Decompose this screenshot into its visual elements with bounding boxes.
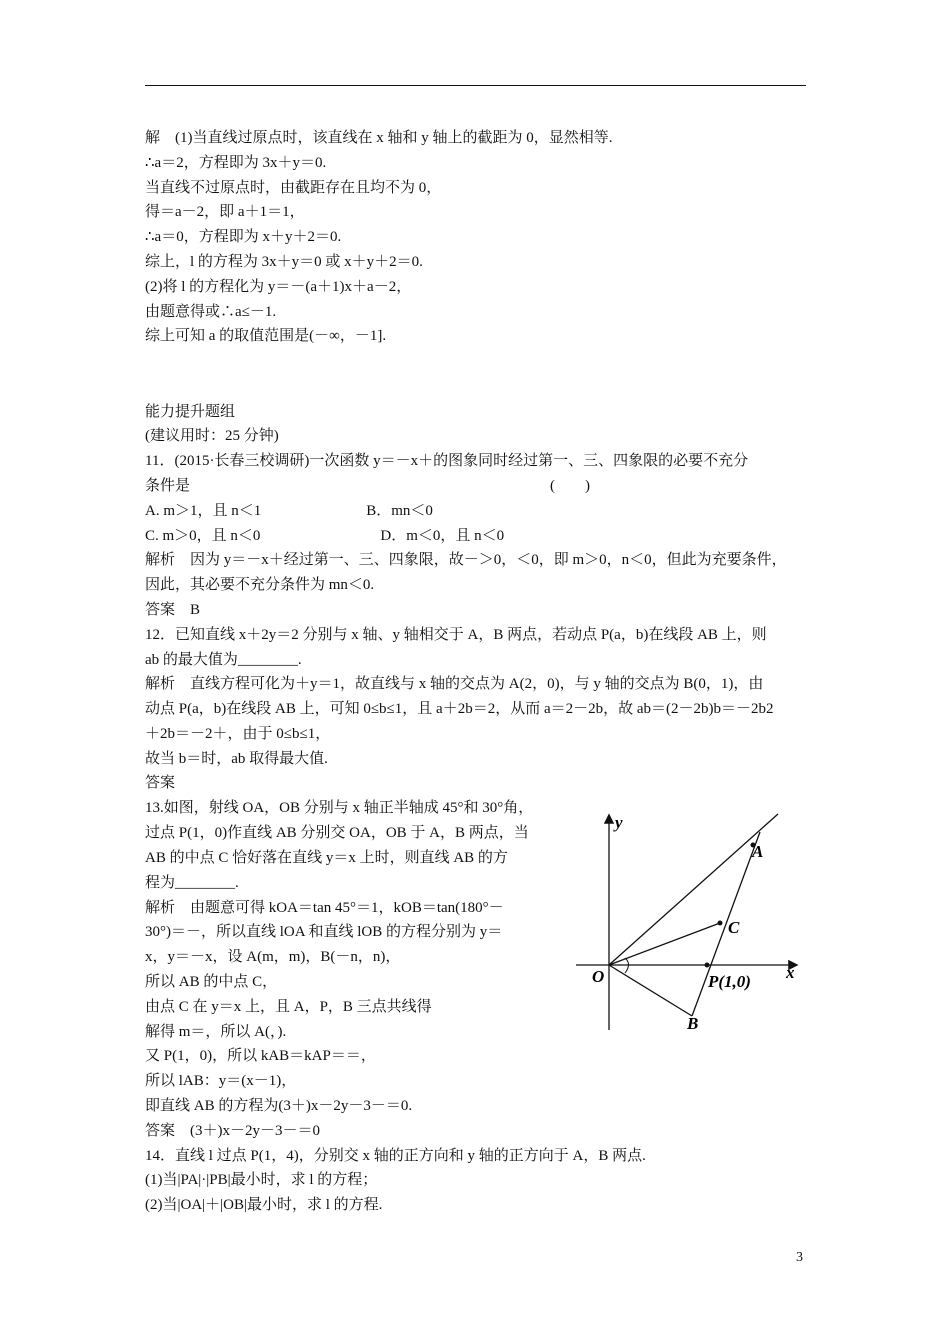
text-line: ∴a＝2，方程即为 3x＋y＝0. <box>145 155 327 171</box>
text-line: 条件是 ( ) <box>145 478 590 494</box>
option-line: C. m＞0，且 n＜0 D．m＜0，且 n＜0 <box>145 528 505 544</box>
question-11: 11．(2015·长春三校调研)一次函数 y＝－x＋的图象同时经过第一、三、四象限的必要不充分 <box>145 453 749 469</box>
text-line: 由点 C 在 y＝x 上，且 A，P，B 三点共线得 <box>145 999 432 1015</box>
ray-oa <box>609 814 778 965</box>
label-o: O <box>592 967 605 986</box>
question-14: 14．直线 l 过点 P(1，4)，分别交 x 轴的正方向和 y 轴的正方向于 A，B 两点. <box>145 1148 646 1164</box>
text-line: 解 (1)当直线过原点时，该直线在 x 轴和 y 轴上的截距为 0，显然相等. <box>145 130 613 146</box>
text-line: 故当 b＝时，ab 取得最大值. <box>145 751 328 767</box>
text-line: 30°)＝－，所以直线 lOA 和直线 lOB 的方程分别为 y＝ <box>145 924 503 940</box>
text-line: (2)当|OA|＋|OB|最小时，求 l 的方程. <box>145 1197 383 1213</box>
text-line: 解析 因为 y＝－x＋经过第一、三、四象限，故－＞0，＜0，即 m＞0，n＜0，但此为充要条件， <box>145 552 787 568</box>
ray-ob <box>609 965 692 1016</box>
label-p: P(1,0) <box>708 972 751 991</box>
question-13: 13.如图，射线 OA，OB 分别与 x 轴正半轴成 45°和 30°角， <box>145 800 534 816</box>
text-line: 因此，其必要不充分条件为 mn＜0. <box>145 577 375 593</box>
text-line: (建议用时：25 分钟) <box>145 428 279 444</box>
answer-line: 答案 B <box>145 602 201 618</box>
text-line: 由题意得或∴a≤－1. <box>145 304 277 320</box>
text-line: ab 的最大值为________. <box>145 652 302 668</box>
text-line: 得＝a－2，即 a＋1＝1， <box>145 204 305 220</box>
page-number: 3 <box>796 1250 803 1265</box>
text-line: 过点 P(1，0)作直线 AB 分别交 OA，OB 于 A，B 两点，当 <box>145 825 529 841</box>
answer-line: 答案 (3＋)x－2y－3－＝0 <box>145 1123 320 1139</box>
text-line: x，y＝－x，设 A(m，m)，B(－n，n)， <box>145 949 401 965</box>
point-p <box>705 963 710 968</box>
text-line: 程为________. <box>145 875 239 891</box>
text-line: (2)将 l 的方程化为 y＝－(a＋1)x＋a－2， <box>145 279 412 295</box>
label-b: B <box>687 1014 699 1033</box>
text-line: (1)当|PA|·|PB|最小时，求 l 的方程； <box>145 1172 378 1188</box>
geometry-figure <box>570 810 810 1040</box>
header-rule <box>145 85 806 86</box>
text-line: 又 P(1，0)，所以 kAB＝kAP＝＝， <box>145 1048 376 1064</box>
text-line: 动点 P(a，b)在线段 AB 上，可知 0≤b≤1，且 a＋2b＝2，从而 a＝2－2b，故 ab＝(2－2b)b＝－2b2 <box>145 701 774 717</box>
text-line: 所以 AB 的中点 C， <box>145 974 278 990</box>
text-line: ＋2b＝－2＋，由于 0≤b≤1， <box>145 726 331 742</box>
text-line: 解析 直线方程可化为＋y＝1，故直线与 x 轴的交点为 A(2，0)，与 y 轴的交点为 B(0，1)，由 <box>145 676 764 692</box>
text-line: 综上可知 a 的取值范围是(－∞，－1]. <box>145 328 387 344</box>
text-line: 即直线 AB 的方程为(3＋)x－2y－3－＝0. <box>145 1098 413 1114</box>
text-line: 所以 lAB：y＝(x－1)， <box>145 1073 297 1089</box>
label-c: C <box>728 918 740 937</box>
option-line: A. m＞1，且 n＜1 B．mn＜0 <box>145 503 433 519</box>
point-c <box>718 921 723 926</box>
text-line: 解得 m＝，所以 A(，). <box>145 1024 287 1040</box>
label-x: x <box>786 963 795 982</box>
label-a: A <box>752 842 764 861</box>
text-line: ∴a＝0，方程即为 x＋y＋2＝0. <box>145 229 342 245</box>
text-line: 综上，l 的方程为 3x＋y＝0 或 x＋y＋2＝0. <box>145 254 423 270</box>
answer-line: 答案 <box>145 775 176 791</box>
text-line: 解析 由题意可得 kOA＝tan 45°＝1，kOB＝tan(180°－ <box>145 900 504 916</box>
text-line: 当直线不过原点时，由截距存在且均不为 0， <box>145 180 442 196</box>
question-12: 12．已知直线 x＋2y＝2 分别与 x 轴、y 轴相交于 A，B 两点，若动点 P(a，b)在线段 AB 上，则 <box>145 627 767 643</box>
text-line: AB 的中点 C 恰好落在直线 y＝x 上时，则直线 AB 的方 <box>145 850 508 866</box>
label-y: y <box>615 813 623 832</box>
section-heading: 能力提升题组 <box>145 404 236 420</box>
